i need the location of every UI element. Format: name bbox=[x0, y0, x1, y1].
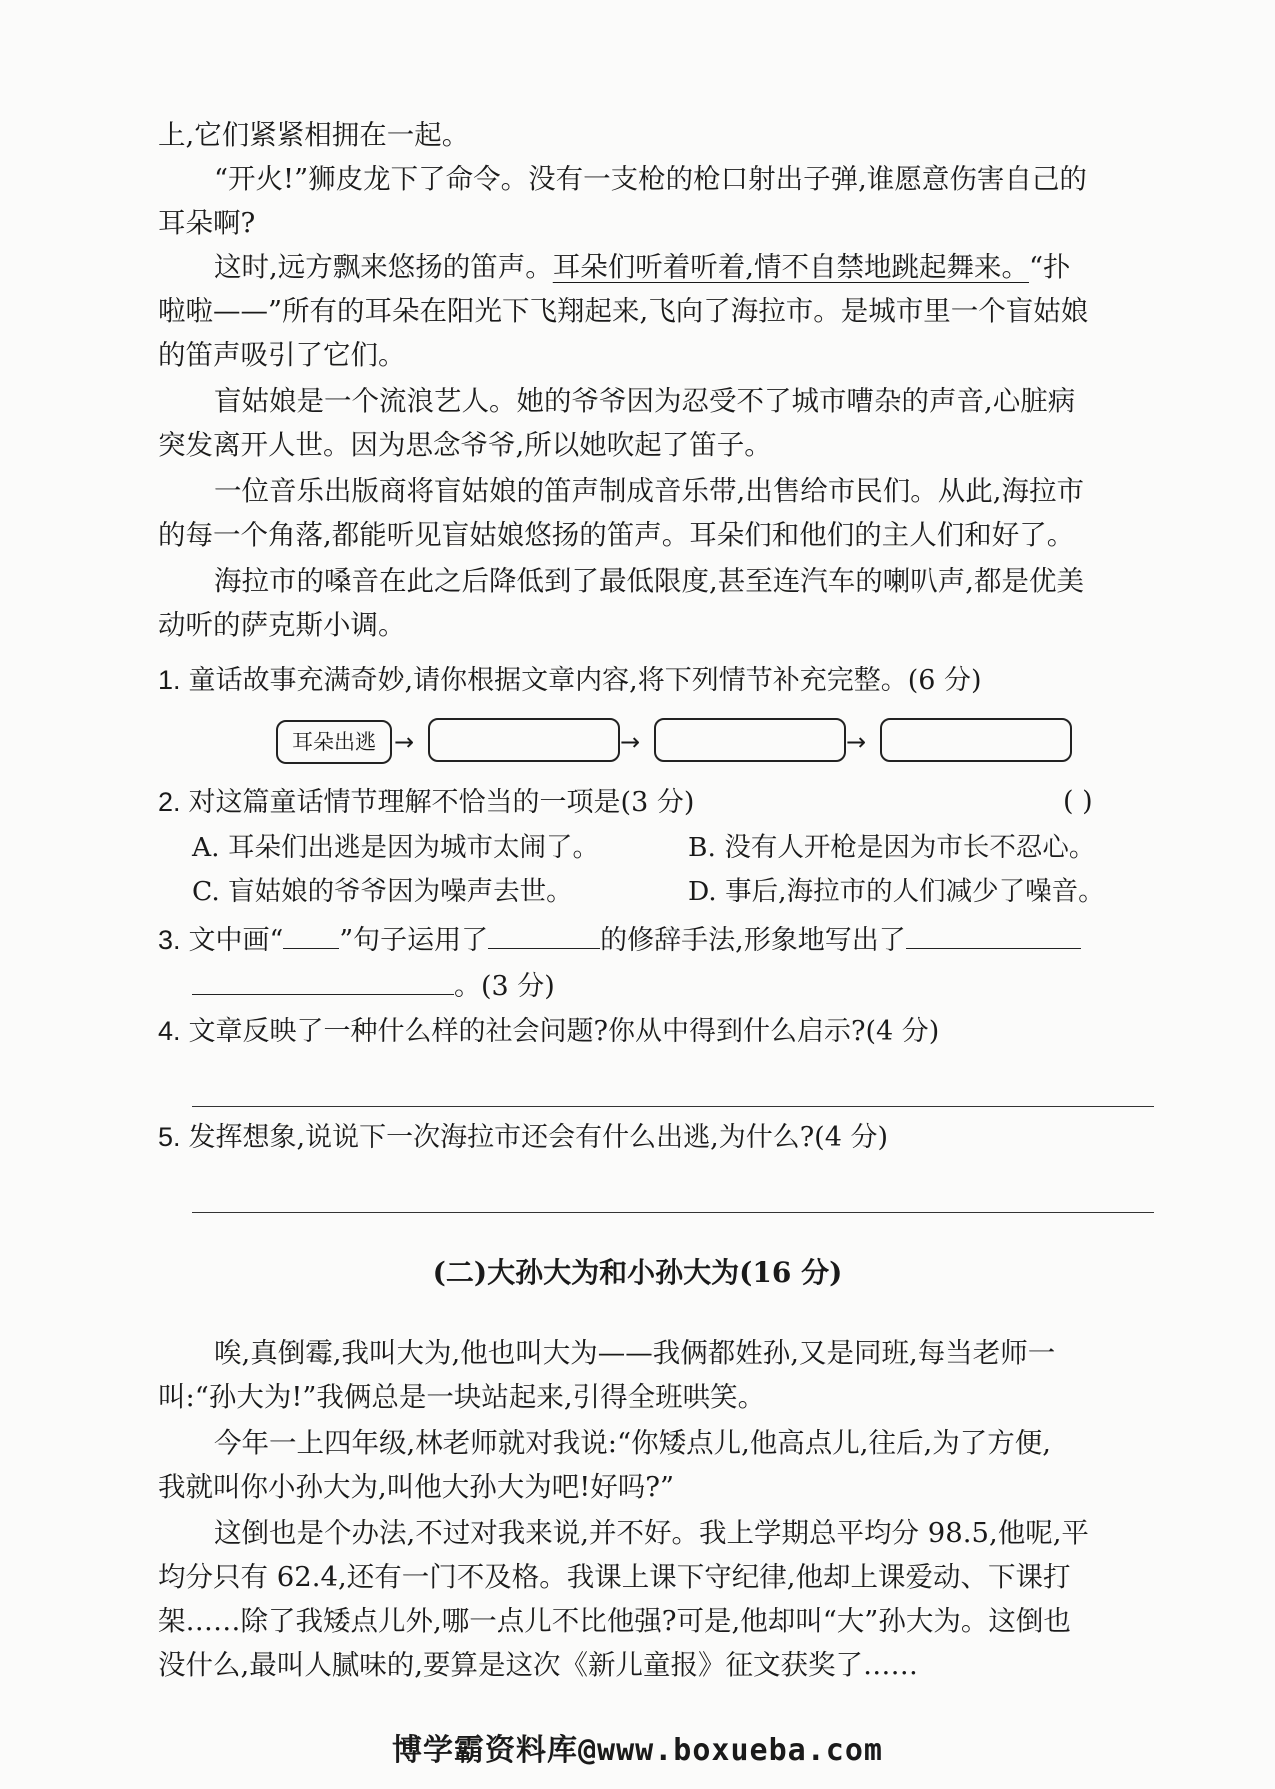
passage-line: 架……除了我矮点儿外,哪一点儿不比他强?可是,他却叫“大”孙大为。这倒也 bbox=[158, 1605, 1071, 1637]
option-b[interactable]: B. 没有人开枪是因为市长不忍心。 bbox=[688, 832, 1096, 863]
blank-field-rhetoric[interactable] bbox=[488, 918, 600, 949]
question-number: 2. bbox=[158, 787, 181, 817]
blank-field-answer-cont[interactable] bbox=[192, 964, 454, 995]
passage-line: 今年一上四年级,林老师就对我说:“你矮点儿,他高点儿,往后,为了方便, bbox=[214, 1427, 1052, 1459]
question-2 bbox=[158, 782, 694, 823]
question-text: 文章反映了一种什么样的社会问题?你从中得到什么启示?(4 分) bbox=[188, 1016, 940, 1047]
flow-answer-box-2[interactable] bbox=[654, 718, 846, 762]
flow-answer-box-1[interactable] bbox=[428, 718, 620, 762]
question-text: 对这篇童话情节理解不恰当的一项是(3 分) bbox=[188, 787, 695, 818]
passage-line: 耳朵啊? bbox=[158, 207, 256, 239]
blank-field[interactable] bbox=[283, 918, 339, 949]
question-number: 5. bbox=[158, 1122, 181, 1152]
question-text: 文中画“ bbox=[188, 925, 284, 956]
passage-line: 海拉市的嗓音在此之后降低到了最低限度,甚至连汽车的喇叭声,都是优美 bbox=[214, 565, 1084, 597]
answer-line[interactable] bbox=[192, 1106, 1154, 1107]
option-a[interactable]: A. 耳朵们出逃是因为城市太闹了。 bbox=[192, 832, 599, 863]
question-number: 3. bbox=[158, 925, 181, 955]
passage-line: 这倒也是个办法,不过对我来说,并不好。我上学期总平均分 98.5,他呢,平 bbox=[214, 1517, 1089, 1549]
question-text: 童话故事充满奇妙,请你根据文章内容,将下列情节补充完整。(6 分) bbox=[188, 665, 982, 696]
question-number: 4. bbox=[158, 1016, 181, 1046]
passage-line: 突发离开人世。因为思念爷爷,所以她吹起了笛子。 bbox=[158, 429, 772, 461]
passage-line: 叫:“孙大为!”我俩总是一块站起来,引得全班哄笑。 bbox=[158, 1381, 766, 1413]
option-c[interactable]: C. 盲姑娘的爷爷因为噪声去世。 bbox=[192, 876, 573, 907]
question-text: 发挥想象,说说下一次海拉市还会有什么出逃,为什么?(4 分) bbox=[188, 1122, 888, 1153]
passage-line: 啦啦——”所有的耳朵在阳光下飞翔起来,飞向了海拉市。是城市里一个盲姑娘 bbox=[158, 295, 1089, 327]
question-5 bbox=[158, 1117, 888, 1158]
passage-line: “开火!”狮皮龙下了命令。没有一支枪的枪口射出子弹,谁愿意伤害自己的 bbox=[214, 163, 1087, 195]
question-text: 。(3 分) bbox=[454, 971, 555, 1002]
question-3 bbox=[158, 918, 1081, 961]
answer-parentheses[interactable]: ( ) bbox=[1063, 786, 1093, 817]
arrow-right-icon: → bbox=[620, 728, 641, 756]
section-title: (二)大孙大为和小孙大为(16 分) bbox=[432, 1256, 843, 1289]
arrow-right-icon: → bbox=[394, 728, 415, 756]
option-d[interactable]: D. 事后,海拉市的人们减少了噪音。 bbox=[688, 876, 1105, 907]
question-number: 1. bbox=[158, 665, 181, 695]
question-text: ”句子运用了 bbox=[339, 925, 489, 956]
answer-line[interactable] bbox=[192, 1212, 1154, 1213]
passage-line: 动听的萨克斯小调。 bbox=[158, 609, 406, 641]
passage-line: 的笛声吸引了它们。 bbox=[158, 339, 406, 371]
question-text: 的修辞手法,形象地写出了 bbox=[600, 925, 906, 956]
flow-answer-box-3[interactable] bbox=[880, 718, 1072, 762]
arrow-right-icon: → bbox=[846, 728, 867, 756]
blank-field-answer[interactable] bbox=[906, 918, 1081, 949]
passage-line: 没什么,最叫人腻味的,要算是这次《新儿童报》征文获奖了…… bbox=[158, 1649, 918, 1681]
passage-line: 的每一个角落,都能听见盲姑娘悠扬的笛声。耳朵们和他们的主人们和好了。 bbox=[158, 519, 1075, 551]
flow-box-label: 耳朵出逃 bbox=[292, 730, 376, 754]
question-1 bbox=[158, 660, 982, 701]
footer-watermark: 博学霸资料库@www.boxueba.com bbox=[392, 1733, 883, 1768]
question-4 bbox=[158, 1011, 939, 1052]
passage-line: 唉,真倒霉,我叫大为,他也叫大为——我俩都姓孙,又是同班,每当老师一 bbox=[214, 1337, 1056, 1369]
passage-text: “扑 bbox=[1029, 251, 1071, 283]
flow-box-start bbox=[276, 720, 392, 764]
passage-line bbox=[214, 247, 1152, 287]
underlined-sentence: 耳朵们听着听着,情不自禁地跳起舞来。 bbox=[552, 251, 1029, 283]
question-3-continued bbox=[192, 964, 555, 1007]
passage-line: 盲姑娘是一个流浪艺人。她的爷爷因为忍受不了城市嘈杂的声音,心脏病 bbox=[214, 385, 1076, 417]
passage-text: 这时,远方飘来悠扬的笛声。 bbox=[214, 251, 553, 283]
passage-line: 一位音乐出版商将盲姑娘的笛声制成音乐带,出售给市民们。从此,海拉市 bbox=[214, 475, 1084, 507]
passage-line: 上,它们紧紧相拥在一起。 bbox=[158, 119, 470, 151]
passage-line: 我就叫你小孙大为,叫他大孙大为吧!好吗?” bbox=[158, 1471, 675, 1503]
passage-line: 均分只有 62.4,还有一门不及格。我课上课下守纪律,他却上课爱动、下课打 bbox=[158, 1561, 1071, 1593]
